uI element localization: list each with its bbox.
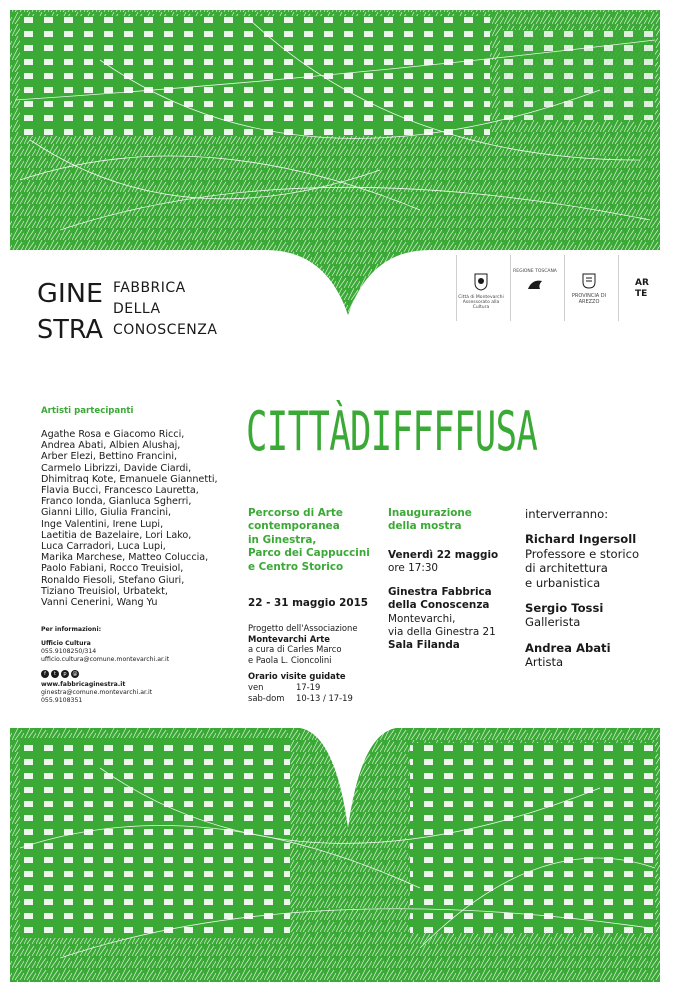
inauguration-details <box>388 549 498 653</box>
info-email[interactable]: ufficio.cultura@comune.montevarchi.ar.it <box>41 656 170 663</box>
speakers <box>525 507 639 670</box>
info-heading: Per informazioni: <box>41 626 102 633</box>
project-name: Montevarchi Arte <box>248 633 330 644</box>
email-icon[interactable]: @ <box>72 671 78 677</box>
logo-mark-top: GINE <box>37 279 103 309</box>
info-block <box>41 626 169 705</box>
artist-line: Andrea Abati, Albien Alushaj, <box>41 440 181 452</box>
description-line: Parco dei Cappuccini <box>248 547 370 560</box>
description-line: in Ginestra, <box>248 533 317 546</box>
info-office: Ufficio Cultura <box>41 640 91 647</box>
exhibition-description <box>248 507 370 574</box>
bottom-artwork <box>0 728 695 982</box>
city-crest-icon <box>474 273 488 291</box>
ginestra-logo <box>37 272 218 344</box>
artist-line: Gianni Lillo, Giulia Francini, <box>41 507 172 519</box>
logo-mark-bottom: STRA <box>37 315 104 344</box>
artist-line: Dhimitraq Kote, Emanuele Giannetti, <box>41 473 218 485</box>
social-icons <box>41 670 169 679</box>
artist-line: Carmelo Librizzi, Davide Ciardi, <box>41 462 192 474</box>
speaker-role: Gallerista <box>525 615 581 630</box>
artist-line: Ronaldo Fiesoli, Stefano Giuri, <box>41 574 185 586</box>
inauguration-heading <box>388 507 472 534</box>
exhibition-title: CITTÀDIFFFFUSA <box>246 400 538 463</box>
artist-line: Laetitia de Bazelaire, Lori Lako, <box>41 529 192 541</box>
inauguration-date: Venerdì 22 maggio <box>388 549 499 561</box>
speaker-role: Artista <box>525 655 564 670</box>
hours-time: 10-13 / 17-19 <box>296 692 353 703</box>
inauguration-time: ore 17:30 <box>388 562 439 575</box>
artist-line: Arber Elezi, Bettino Francini, <box>41 451 178 463</box>
facebook-icon[interactable]: f <box>41 670 49 678</box>
artist-line: Agathe Rosa e Giacomo Ricci, <box>41 429 185 440</box>
project-info <box>248 623 357 703</box>
speaker-name: Sergio Tossi <box>525 601 604 616</box>
description-line: e Centro Storico <box>248 560 344 573</box>
info-email2[interactable]: ginestra@comune.montevarchi.ar.it <box>41 689 153 696</box>
hours-day: sab-dom <box>248 692 285 703</box>
exhibition-dates: 22 - 31 maggio 2015 <box>248 597 369 609</box>
description-line: Percorso di Arte <box>248 507 343 519</box>
speaker-role: e urbanistica <box>525 575 601 590</box>
venue-line: della Conoscenza <box>388 599 490 612</box>
artist-line: Vanni Cenerini, Wang Yu <box>41 597 158 609</box>
speaker-role: Professore e storico <box>525 546 640 561</box>
hours-row <box>248 693 357 704</box>
partner-regione <box>510 255 559 321</box>
partner-arte <box>618 255 667 321</box>
hours-day: ven <box>248 681 264 692</box>
curator-line: a cura di Carles Marco <box>248 644 342 655</box>
regione-toscana-icon <box>526 277 544 291</box>
venue-room: Sala Filanda <box>388 639 460 652</box>
artist-line: Luca Carradori, Luca Lupi, <box>41 541 166 553</box>
partner-montevarchi <box>456 255 505 321</box>
artist-line: Flavia Bucci, Francesco Lauretta, <box>41 485 199 497</box>
artists-heading: Artisti partecipanti <box>41 406 134 416</box>
hours-time: 17-19 <box>296 681 321 692</box>
artist-line: Tiziano Treuisiol, Urbatekt, <box>41 585 168 597</box>
pinterest-icon[interactable]: p <box>61 670 69 678</box>
partner-logos <box>456 255 666 321</box>
info-phone2: 055.9108351 <box>41 697 83 704</box>
brand-name-line: CONOSCENZA <box>113 322 218 338</box>
artists-list <box>41 429 218 608</box>
artist-line: Paolo Fabiani, Rocco Treuisiol, <box>41 563 184 575</box>
partner-name: REGIONE TOSCANA <box>513 269 557 274</box>
partner-sub: Assessorato alla Cultura <box>462 300 500 310</box>
partner-name: Città di Montevarchi <box>458 295 504 300</box>
partner-provincia <box>564 255 613 321</box>
address-line: Montevarchi, <box>388 612 456 625</box>
venue-line: Ginestra Fabbrica <box>388 585 492 598</box>
description-line: contemporanea <box>248 520 340 533</box>
inauguration-line: della mostra <box>388 520 462 533</box>
speaker-role: di architettura <box>525 561 608 576</box>
brand-name <box>113 278 217 341</box>
speakers-heading: interverranno: <box>525 507 609 521</box>
artist-line: Franco Ionda, Gianluca Sgherri, <box>41 496 192 508</box>
hours-row <box>248 682 357 693</box>
twitter-icon[interactable]: t <box>51 670 59 678</box>
curator-line: e Paola L. Cioncolini <box>248 654 332 665</box>
info-website[interactable]: www.fabbricaginestra.it <box>41 681 126 688</box>
ginestra-mark-icon <box>37 272 105 344</box>
hours-heading: Orario visite guidate <box>248 671 346 682</box>
brand-name-line: DELLA <box>113 301 161 317</box>
artist-line: Inge Valentini, Irene Lupi, <box>41 518 164 530</box>
address-line: via della Ginestra 21 <box>388 626 496 639</box>
project-line: Progetto dell'Associazione <box>248 623 358 633</box>
brand-name-line: FABBRICA <box>113 280 186 296</box>
arte-logo-icon <box>634 273 652 299</box>
provincia-arezzo-icon <box>582 273 596 289</box>
info-phone: 055.9108250/314 <box>41 648 97 655</box>
artist-line: Marika Marchese, Matteo Coluccia, <box>41 552 209 564</box>
speaker-name: Richard Ingersoll <box>525 532 637 547</box>
partner-name: PROVINCIA DI AREZZO <box>571 293 607 305</box>
speaker-name: Andrea Abati <box>525 640 611 655</box>
svg-text:AR: AR <box>635 278 649 288</box>
svg-text:TE: TE <box>635 289 648 299</box>
inauguration-line: Inaugurazione <box>388 507 472 519</box>
